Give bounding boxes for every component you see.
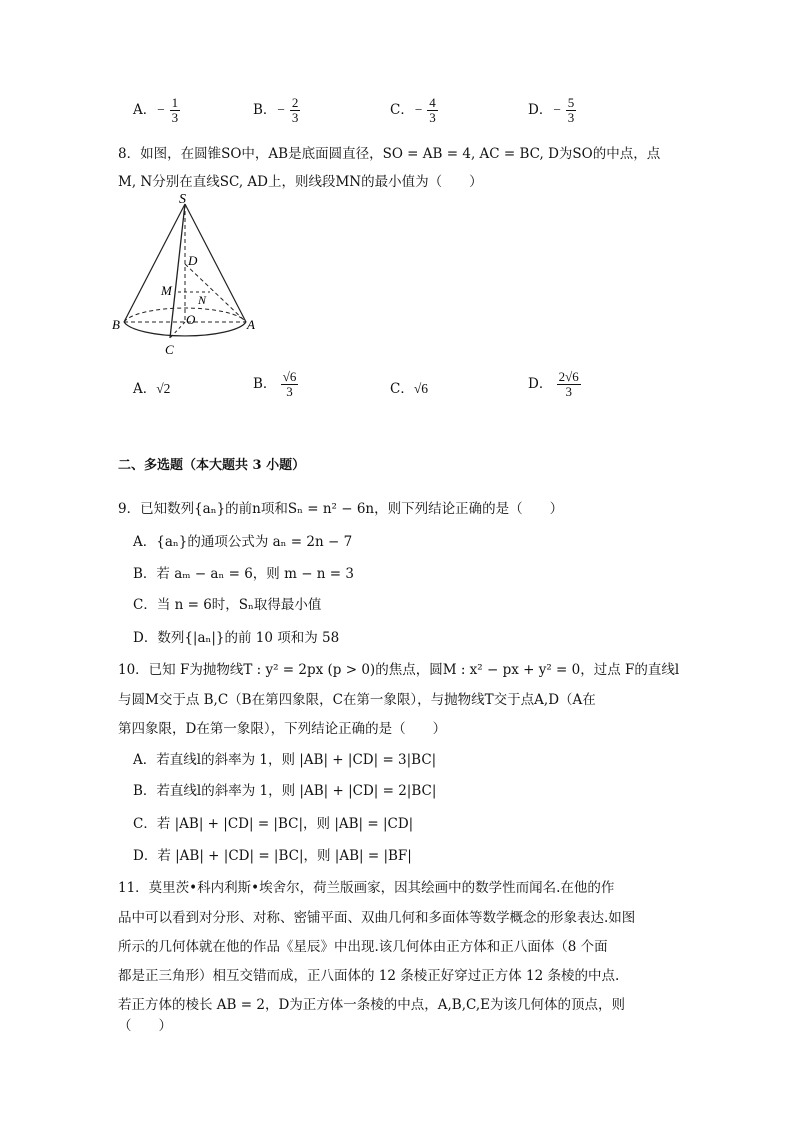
label-s: S: [179, 192, 186, 207]
q9-option-a: A．{aₙ}的通项公式为 aₙ = 2n − 7: [133, 534, 353, 550]
q10-option-c: C．若 |AB| + |CD| = |BC|，则 |AB| = |CD|: [133, 816, 414, 832]
option-label: A．: [133, 381, 157, 397]
q11-line4: 都是正三角形）相互交错而成，正八面体的 12 条棱正好穿过正方体 12 条棱的中点.: [118, 968, 620, 984]
fraction: [170, 96, 181, 125]
q10-option-d: D．若 |AB| + |CD| = |BC|，则 |AB| = |BF|: [133, 848, 412, 864]
section-heading: 二、多选题（本大题共 3 小题）: [118, 458, 306, 473]
label-n: N: [198, 293, 207, 307]
q8-option-b: [253, 370, 298, 399]
numerator: 4: [429, 95, 436, 110]
sign: −: [276, 102, 286, 117]
q10-option-a: A．若直线l的斜率为 1，则 |AB| + |CD| = 3|BC|: [133, 752, 437, 768]
label-m: M: [161, 283, 172, 298]
option-label: D．: [528, 102, 553, 118]
q8-option-c: [390, 377, 428, 397]
label-d: D: [188, 253, 198, 268]
q9-option-d: D．数列{|aₙ|}的前 10 项和为 58: [133, 630, 340, 646]
sign: −: [552, 102, 562, 117]
denominator: 3: [286, 384, 293, 399]
q9-option-b: B．若 aₘ − aₙ = 6，则 m − n = 3: [133, 566, 354, 582]
q10-stem-line2: 与圆M交于点 B,C（B在第四象限，C在第一象限），与抛物线T交于点A,D（A在: [118, 692, 596, 708]
q8-option-d: [528, 370, 581, 399]
q11-line5: 若正方体的棱长 AB = 2，D为正方体一条棱的中点，A,B,C,E为该几何体的顶点，则: [118, 997, 626, 1013]
fraction: [281, 370, 299, 399]
sign: −: [156, 102, 166, 117]
option-label: A．: [133, 102, 157, 118]
label-o: O: [186, 312, 196, 327]
label-b: B: [112, 317, 120, 332]
q10-option-b: B．若直线l的斜率为 1，则 |AB| + |CD| = 2|BC|: [133, 783, 437, 799]
q9-stem: 9．已知数列{aₙ}的前n项和Sₙ = n² − 6n，则下列结论正确的是（ ）: [118, 501, 564, 517]
q11-line2: 品中可以看到对分形、对称、密铺平面、双曲几何和多面体等数学概念的形象表达.如图: [118, 910, 636, 926]
denominator: 3: [567, 110, 575, 125]
denominator: 3: [291, 110, 299, 125]
q8-stem-line1: 8．如图，在圆锥SO中，AB是底面圆直径，SO = AB = 4, AC = BC, D为SO的中点，点: [118, 146, 661, 162]
fraction: [566, 96, 577, 125]
fraction: [427, 96, 438, 125]
q11-line1: 11．莫里茨•科内利斯•埃舍尔，荷兰版画家，因其绘画中的数学性而闻名.在他的作: [118, 880, 615, 896]
label-a: A: [247, 317, 255, 332]
q11-line6: （ ）: [118, 1018, 172, 1034]
q7-option-a: [133, 96, 180, 125]
option-value: √2: [156, 381, 171, 396]
q7-option-b: [253, 96, 300, 125]
denominator: 3: [565, 384, 572, 399]
q7-option-c: [390, 96, 438, 125]
option-label: D．: [528, 376, 553, 392]
q9-option-c: C．当 n = 6时，Sₙ取得最小值: [133, 597, 322, 613]
q8-stem-line2: M, N分别在直线SC, AD上，则线段MN的最小值为（ ）: [118, 174, 483, 190]
numerator: 5: [567, 95, 575, 110]
option-label: B．: [253, 376, 277, 392]
q7-option-d: [528, 96, 576, 125]
cone-figure: [108, 192, 268, 364]
numerator: 1: [171, 95, 179, 110]
q11-line3: 所示的几何体就在他的作品《星辰》中出现.该几何体由正方体和正八面体（8 个面: [118, 939, 608, 955]
cone-side-left: [124, 204, 185, 322]
q10-stem-line1: 10．已知 F为抛物线T : y² = 2px (p > 0)的焦点，圆M : x² − px + y² = 0，过点 F的直线l: [118, 662, 680, 678]
q10-stem-line3: 第四象限，D在第一象限），下列结论正确的是（ ）: [118, 721, 447, 737]
option-label: C．: [390, 102, 414, 118]
numerator: 2: [291, 95, 299, 110]
fraction: [557, 370, 581, 399]
option-label: C．: [390, 381, 414, 397]
denominator: 3: [429, 110, 436, 125]
label-c: C: [165, 342, 174, 357]
numerator: √6: [282, 369, 297, 384]
denominator: 3: [171, 110, 179, 125]
segment-sc: [170, 204, 185, 338]
q8-option-a: [133, 377, 170, 397]
option-value: √6: [413, 381, 429, 396]
option-label: B．: [253, 102, 277, 118]
numerator: 2√6: [558, 369, 579, 384]
fraction: [290, 96, 301, 125]
base-front-arc: [124, 322, 246, 336]
sign: −: [413, 102, 423, 117]
